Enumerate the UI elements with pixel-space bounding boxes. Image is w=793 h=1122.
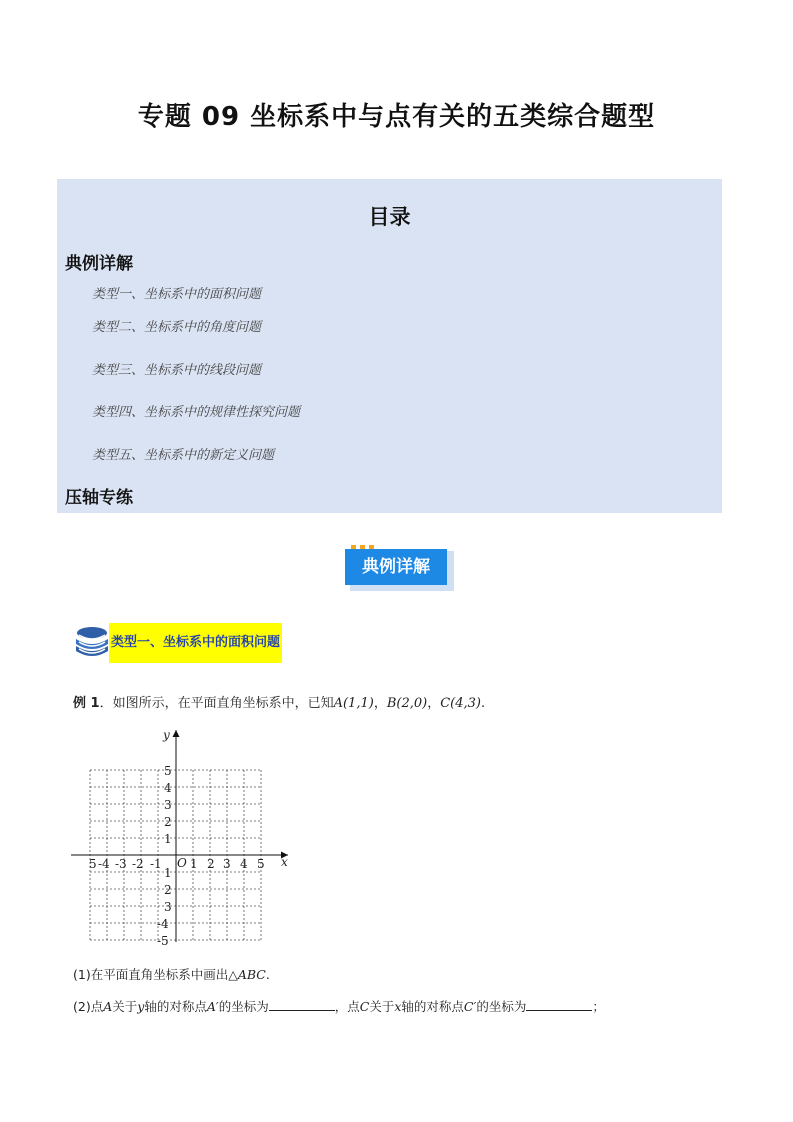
q2-point-a-prime: A′ xyxy=(206,999,219,1014)
q1-end: . xyxy=(265,967,270,982)
y-tick-pos-3: 3 xyxy=(164,798,172,812)
y-tick-pos-4: 4 xyxy=(164,781,172,795)
example-label: 例 1 xyxy=(73,696,100,711)
sep-2: ， xyxy=(427,696,441,711)
x-tick-pos-3: 3 xyxy=(223,857,231,871)
toc-section-practice[interactable]: 压轴专练 xyxy=(65,488,133,508)
q2-part-o: ； xyxy=(592,999,605,1014)
q2-part-a: (2)点 xyxy=(73,999,104,1014)
table-of-contents xyxy=(57,179,722,513)
y-tick-neg-2: 2 xyxy=(164,883,172,897)
type-header xyxy=(73,623,281,663)
x-tick-neg-1: -1 xyxy=(150,857,162,871)
q2-part-h: ，点 xyxy=(334,999,360,1014)
section-badge xyxy=(345,545,455,593)
q2-part-n: 的坐标为 xyxy=(476,999,527,1014)
axes xyxy=(71,730,288,942)
q2-part-g: 的坐标为 xyxy=(218,999,269,1014)
q2-point-c: C xyxy=(359,999,370,1014)
x-axis-label: x xyxy=(281,855,288,869)
q2-x-axis: x xyxy=(394,999,402,1014)
toc-section-examples[interactable]: 典例详解 xyxy=(65,254,133,274)
stacked-books-icon xyxy=(73,623,111,663)
example-1 xyxy=(73,692,485,711)
x-tick-neg-5: 5 xyxy=(89,857,97,871)
y-tick-neg-3: 3 xyxy=(164,900,172,914)
toc-item-type5[interactable]: 类型五、坐标系中的新定义问题 xyxy=(92,448,275,463)
q2-y-axis: y xyxy=(137,999,145,1014)
toc-item-type3[interactable]: 类型三、坐标系中的线段问题 xyxy=(92,363,262,378)
example-text: ．如图所示，在平面直角坐标系中，已知 xyxy=(99,696,334,711)
type-header-label: 类型一、坐标系中的面积问题 xyxy=(109,623,282,663)
toc-item-type1[interactable]: 类型一、坐标系中的面积问题 xyxy=(92,287,262,302)
x-tick-pos-2: 2 xyxy=(207,857,215,871)
coordinate-grid xyxy=(66,727,296,949)
document-title: 专题 09 坐标系中与点有关的五类综合题型 xyxy=(137,102,656,132)
q2-part-c: 关于 xyxy=(112,999,138,1014)
point-b: B(2,0) xyxy=(386,696,428,711)
x-tick-pos-4: 4 xyxy=(240,857,248,871)
y-tick-neg-5: -5 xyxy=(157,934,169,948)
toc-item-type2[interactable]: 类型二、坐标系中的角度问题 xyxy=(92,320,262,335)
y-tick-neg-1: 1 xyxy=(164,866,172,880)
q2-point-a: A xyxy=(103,999,113,1014)
point-c: C(4,3) xyxy=(440,696,481,711)
x-tick-neg-2: -2 xyxy=(132,857,144,871)
x-tick-neg-3: -3 xyxy=(115,857,127,871)
q1-text: (1)在平面直角坐标系中画出 xyxy=(73,967,229,982)
y-tick-pos-1: 1 xyxy=(164,832,172,846)
answer-blank-1[interactable] xyxy=(269,998,335,1011)
badge-dots xyxy=(351,545,375,549)
q2-part-j: 关于 xyxy=(369,999,395,1014)
y-tick-pos-5: 5 xyxy=(164,764,172,778)
example-end: . xyxy=(480,696,486,711)
question-1 xyxy=(73,965,270,983)
x-tick-neg-4: -4 xyxy=(98,857,110,871)
question-2 xyxy=(73,997,605,1015)
sep-1: ， xyxy=(373,696,387,711)
badge-label: 典例详解 xyxy=(345,549,447,585)
y-axis-arrow-icon xyxy=(173,730,180,737)
origin-label: O xyxy=(177,856,187,870)
x-tick-pos-5: 5 xyxy=(257,857,265,871)
toc-heading: 目录 xyxy=(368,205,411,229)
q2-part-e: 轴的对称点 xyxy=(144,999,207,1014)
q2-part-l: 轴的对称点 xyxy=(401,999,464,1014)
q1-triangle: △ABC xyxy=(228,967,266,982)
x-tick-pos-1: 1 xyxy=(190,857,198,871)
toc-item-type4[interactable]: 类型四、坐标系中的规律性探究问题 xyxy=(92,405,301,420)
y-tick-pos-2: 2 xyxy=(164,815,172,829)
y-tick-neg-4: -4 xyxy=(157,917,169,931)
y-axis-label: y xyxy=(163,728,170,742)
q2-point-c-prime: C′ xyxy=(463,999,477,1014)
answer-blank-2[interactable] xyxy=(526,998,592,1011)
point-a: A(1,1) xyxy=(333,696,374,711)
